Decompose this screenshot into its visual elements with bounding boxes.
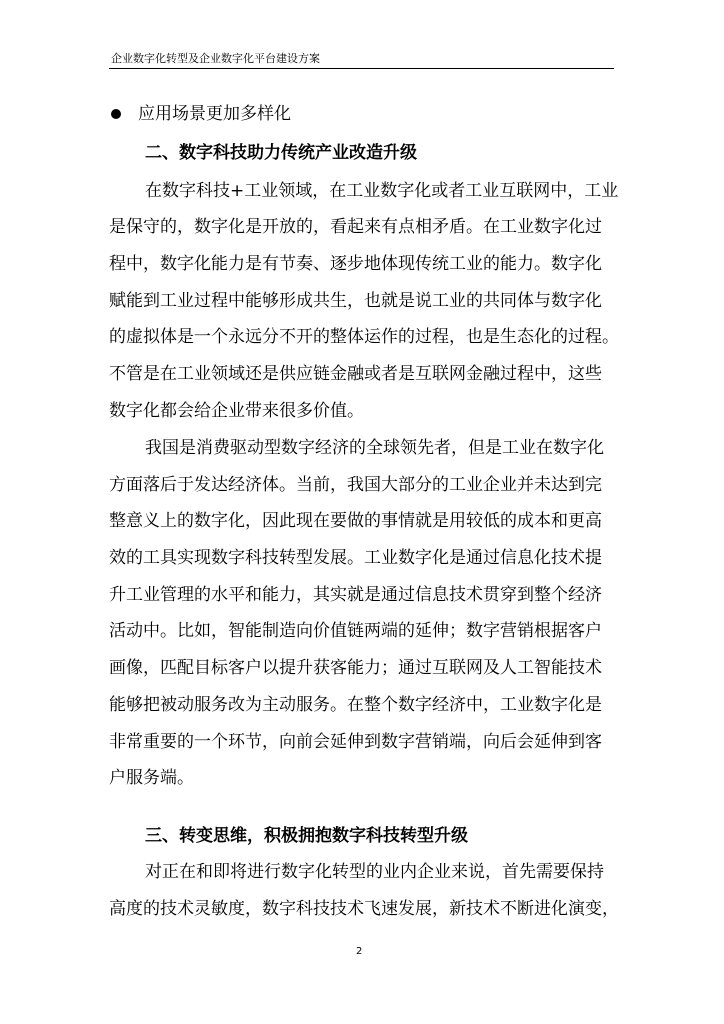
bullet-item-text: 应用场景更加多样化 (138, 104, 291, 124)
page-number: 2 (356, 946, 363, 957)
paragraph-line: 效的工具实现数字科技转型发展。工业数字化是通过信息化技术提 (109, 548, 602, 568)
paragraph-line: 不管是在工业领域还是供应链金融或者是互联网金融过程中，这些 (109, 364, 602, 384)
paragraph-line: 数字化都会给企业带来很多价值。 (109, 401, 364, 421)
paragraph-line: 活动中。比如，智能制造向价值链两端的延伸；数字营销根据客户 (109, 621, 602, 641)
paragraph-line: 户服务端。 (109, 768, 194, 788)
paragraph-line: 程中，数字化能力是有节奏、逐步地体现传统工业的能力。数字化 (109, 254, 602, 274)
paragraph-line: 画像，匹配目标客户以提升获客能力；通过互联网及人工智能技术 (109, 658, 602, 678)
paragraph-line: 赋能到工业过程中能够形成共生，也就是说工业的共同体与数字化 (109, 291, 602, 311)
bullet-item (111, 100, 291, 128)
paragraph-line: 我国是消费驱动型数字经济的全球领先者，但是工业在数字化 (145, 438, 604, 458)
paragraph-line: 的虚拟体是一个永远分不开的整体运作的过程，也是生态化的过程。 (109, 327, 619, 347)
paragraph-line: 是保守的，数字化是开放的，看起来有点相矛盾。在工业数字化过 (109, 217, 602, 237)
paragraph-line: 在数字科技+工业领域，在工业数字化或者工业互联网中，工业 (145, 181, 619, 201)
paragraph-line: 对正在和即将进行数字化转型的业内企业来说，首先需要保持 (145, 862, 604, 882)
paragraph-line: 升工业管理的水平和能力，其实就是通过信息技术贯穿到整个经济 (109, 585, 602, 605)
running-header: 企业数字化转型及企业数字化平台建设方案 (111, 52, 320, 65)
paragraph-line: 高度的技术灵敏度，数字科技技术飞速发展，新技术不断进化演变， (109, 899, 619, 919)
header-divider (109, 68, 614, 69)
paragraph-line: 能够把被动服务改为主动服务。在整个数字经济中，工业数字化是 (109, 695, 602, 715)
section-heading-3: 三、转变思维，积极拥抱数字科技转型升级 (145, 826, 468, 846)
paragraph-line: 方面落后于发达经济体。当前，我国大部分的工业企业并未达到完 (109, 475, 602, 495)
section-heading-2: 二、数字科技助力传统产业改造升级 (145, 143, 417, 163)
bullet-dot-icon (111, 109, 121, 119)
paragraph-line: 非常重要的一个环节，向前会延伸到数字营销端，向后会延伸到客 (109, 732, 602, 752)
paragraph-line: 整意义上的数字化，因此现在要做的事情就是用较低的成本和更高 (109, 511, 602, 531)
